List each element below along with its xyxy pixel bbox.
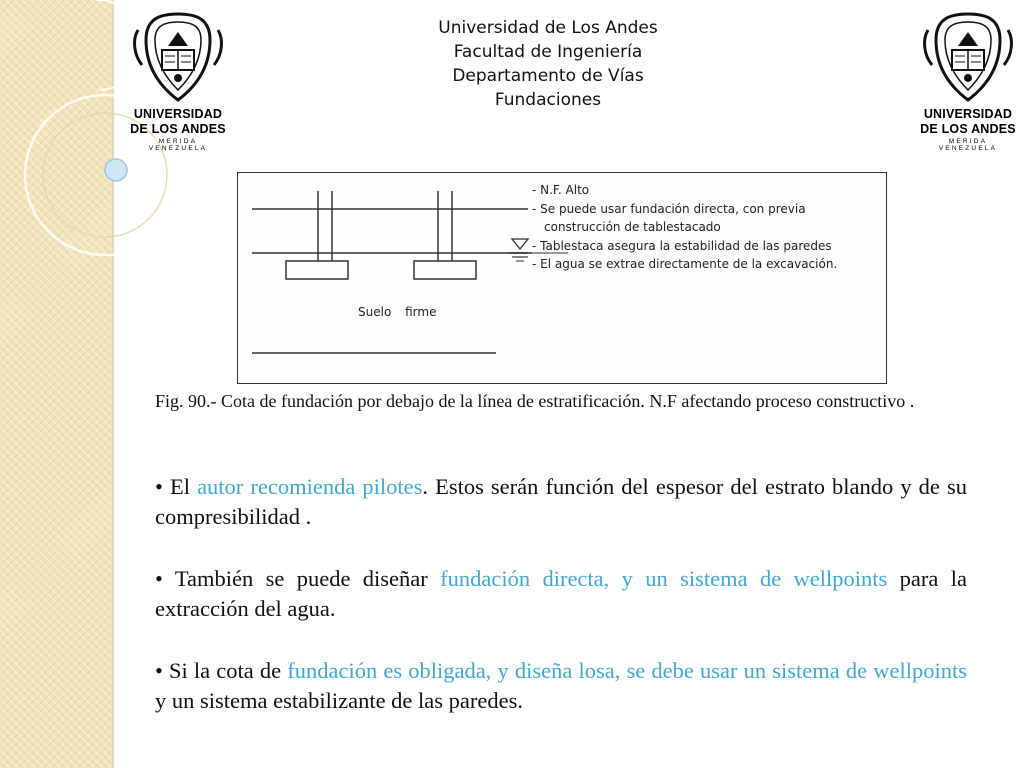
foundation-figure bbox=[237, 172, 887, 384]
figure-note: construcción de tablestacado bbox=[544, 220, 721, 234]
figure-note: - Se puede usar fundación directa, con previa bbox=[532, 201, 806, 216]
bullet-text: El bbox=[169, 474, 198, 499]
bullet-highlight: fundación directa, y un sistema de wellpoints bbox=[440, 566, 888, 591]
bullet-text: para la extracción del agua. bbox=[155, 566, 967, 621]
logo-name-line1: UNIVERSIDAD bbox=[923, 107, 1013, 121]
figure-note: - El agua se extrae directamente de la excavación. bbox=[532, 257, 838, 271]
soil-label: Suelo firme bbox=[358, 305, 437, 319]
logo-name-line2: DE LOS ANDES bbox=[920, 122, 1016, 136]
bullet-text: Si la cota de bbox=[169, 658, 288, 683]
figure-note: - Tablestaca asegura la estabilidad de las paredes bbox=[532, 238, 832, 253]
header-university: Universidad de Los Andes bbox=[438, 18, 658, 38]
bullet-text: . Estos serán función del espesor del estrato blando y de su compresibilidad . bbox=[155, 474, 968, 529]
slide-header bbox=[340, 16, 756, 112]
logo-location: MERIDA VENEZUELA bbox=[148, 138, 208, 152]
bullet-item bbox=[155, 656, 967, 716]
figure-note: - N.F. Alto bbox=[532, 183, 590, 197]
header-course: Fundaciones bbox=[494, 90, 602, 110]
bullet-marker: • bbox=[155, 566, 163, 591]
university-seal-icon bbox=[128, 10, 228, 105]
bullet-item bbox=[155, 472, 967, 532]
bullet-text: y un sistema estabilizante de las paredes. bbox=[155, 688, 523, 713]
bullet-text: También se puede diseñar bbox=[174, 566, 441, 591]
figure-caption: Fig. 90.- Cota de fundación por debajo de la línea de estratificación. N.F afectando proceso constructivo . bbox=[155, 391, 915, 411]
logo-location: MERIDA VENEZUELA bbox=[938, 138, 998, 152]
logo-name-line2: DE LOS ANDES bbox=[130, 122, 226, 136]
bullet-item bbox=[155, 564, 967, 624]
university-logo-right bbox=[918, 10, 1018, 150]
bullet-marker: • bbox=[155, 658, 163, 683]
decorative-circles bbox=[0, 0, 140, 768]
bullet-highlight: fundación es obligada, y diseña losa, se debe usar un sistema de wellpoints bbox=[287, 658, 968, 683]
university-logo-left bbox=[128, 10, 228, 150]
university-seal-icon bbox=[918, 10, 1018, 105]
bullet-marker: • bbox=[155, 474, 163, 499]
logo-name-line1: UNIVERSIDAD bbox=[133, 107, 223, 121]
bullet-highlight: autor recomienda pilotes bbox=[197, 474, 423, 499]
figure-notes bbox=[532, 181, 882, 274]
header-faculty: Facultad de Ingeniería bbox=[453, 42, 643, 62]
header-department: Departamento de Vías bbox=[452, 66, 644, 86]
